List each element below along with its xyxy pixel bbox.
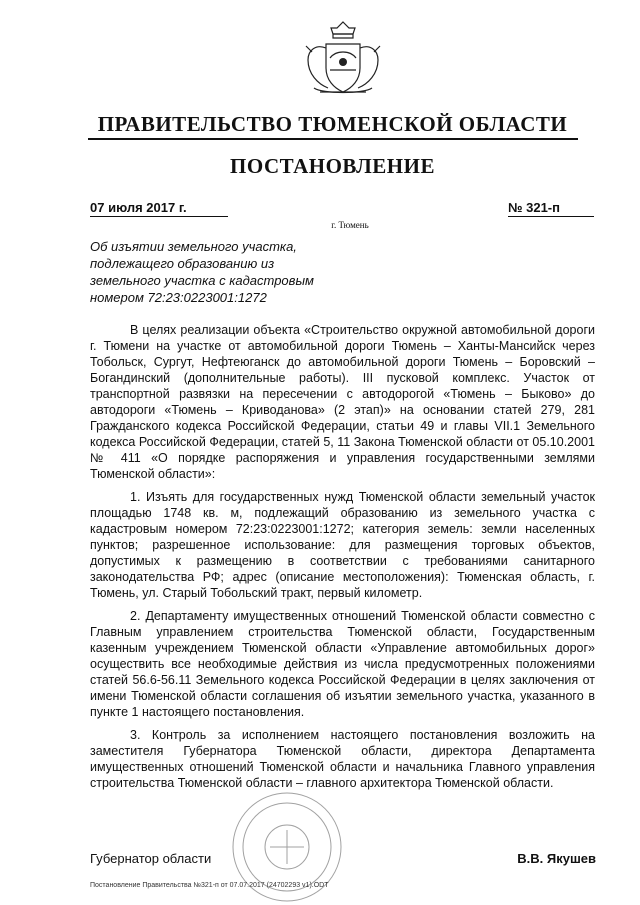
file-footer: Постановление Правительства №321-п от 07.07.2017 (24702293 v1).ODT xyxy=(90,882,329,889)
document-number: № 321-п xyxy=(508,200,594,217)
subject-line: номером 72:23:0223001:1272 xyxy=(90,290,267,305)
header-divider xyxy=(88,138,578,140)
document-date: 07 июля 2017 г. xyxy=(90,200,228,217)
clause-3-paragraph: 3. Контроль за исполнением настоящего постановления возложить на заместителя Губернатора Тюменской области, директора Департамента имущественных отношений Тюменской области и начальника Главного управления строительства Тюменской области – главного архитектора Тюменской области. xyxy=(90,728,595,790)
government-name: ПРАВИТЕЛЬСТВО ТЮМЕНСКОЙ ОБЛАСТИ xyxy=(97,112,568,136)
subject-line: подлежащего образованию из xyxy=(90,256,275,271)
clause-2-paragraph: 2. Департаменту имущественных отношений Тюменской области совместно с Главным управлением строительства Тюменской области, Государственным казенным учреждением Тюменской области «Управление автомобильных дорог» осуществить все необходимые действия из числа предусмотренных положениями статей 56.6-56.11 Земельного кодекса Российской Федерации в целях заключения от имени Тюменской области соглашения об изъятии земельного участка, указанного в пункте 1 настоящего постановления. xyxy=(90,609,595,719)
document-city: г. Тюмень xyxy=(331,220,369,230)
signatory-position: Губернатор области xyxy=(90,851,212,866)
coat-of-arms-icon xyxy=(300,18,386,104)
subject-line: Об изъятии земельного участка, xyxy=(90,239,297,254)
signatory-name: В.В. Якушев xyxy=(517,851,596,866)
document-subject xyxy=(90,238,330,306)
clause-1-paragraph: 1. Изъять для государственных нужд Тюменской области земельный участок площадью 1748 кв. м, подлежащий образованию из земельного участка с кадастровым номером 72:23:0223001:1272; категория земель: земли населенных пунктов; разрешенное использование: для размещения торговых объектов, допустимых к размещению в соответствии с требованиями санитарного законодательства РФ; адрес (описание местоположения): Тюменская область, г. Тюмень, ул. Старый Тобольский тракт, первый километр. xyxy=(90,490,595,600)
document-type: ПОСТАНОВЛЕНИЕ xyxy=(230,154,435,178)
subject-line: земельного участка с кадастровым xyxy=(90,273,314,288)
document-body xyxy=(90,322,595,798)
preamble-paragraph: В целях реализации объекта «Строительство окружной автомобильной дороги г. Тюмени на участке от автомобильной дороги Тюмень – Ханты-Мансийск через Тобольск, Сургут, Нефтеюганск до автомобильной дороги Тюмень – Боровский – Богандинский (дополнительные работы). III пусковой комплекс. Участок от транспортной развязки на пересечении с автодорогой «Тюмень – Быково» до автодороги «Тюмень – Криводанова» (2 этап)» на основании статей 279, 281 Гражданского кодекса Российской Федерации, статьи 49 и главы VII.1 Земельного кодекса Российской Федерации, статей 5, 11 Закона Тюменской области от 05.10.2001 № 411 «О порядке распоряжения и управления государственными землями Тюменской области»: xyxy=(90,323,595,481)
